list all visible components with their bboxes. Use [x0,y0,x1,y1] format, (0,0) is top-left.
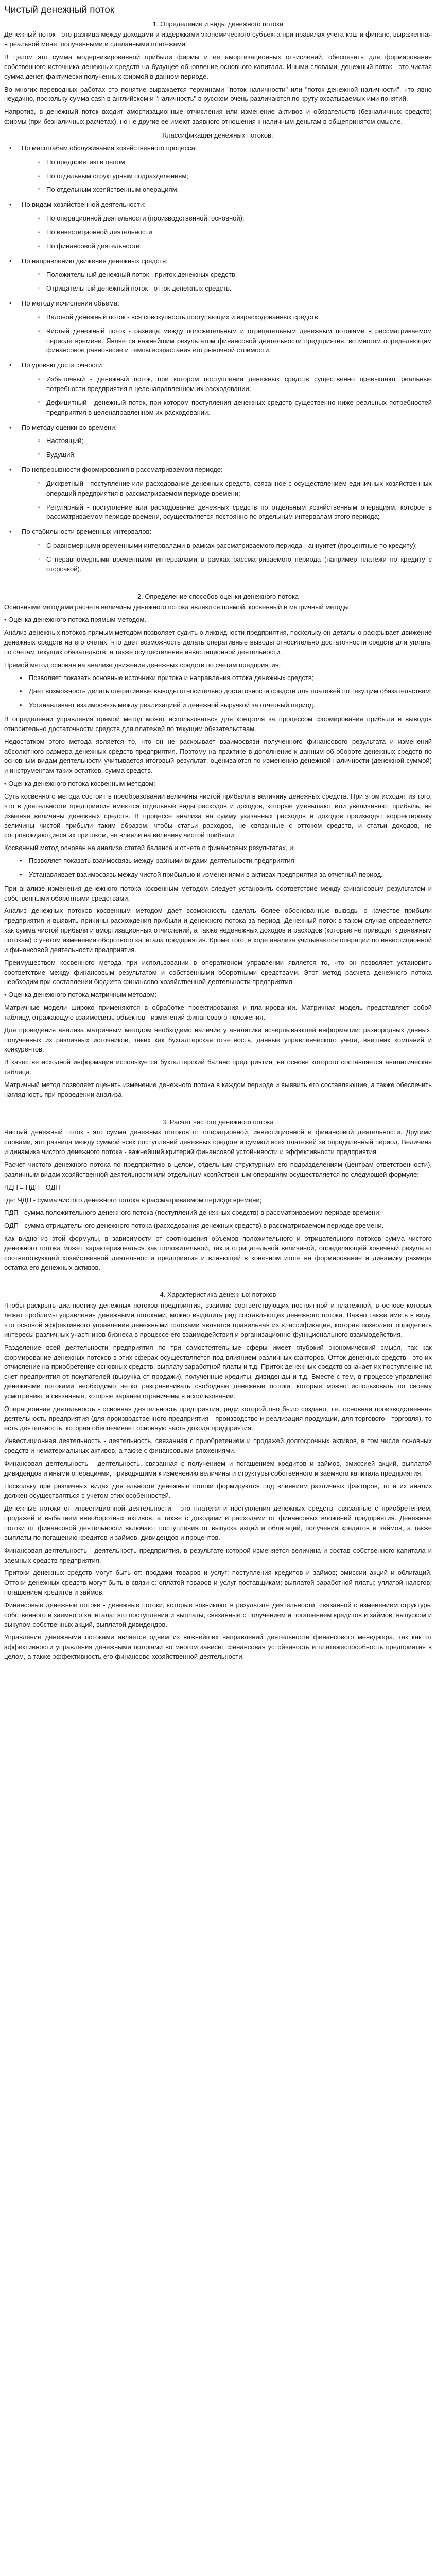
paragraph: Разделение всей деятельности предприятия по три самостоятельные сферы имеет глубокий экономический смысл, так как формирование денежных потоков в этих сферах осуществляется под влиянием различных факторов. Отток денежных средств - это их отчисление на приобретение основных средств, выплату заработной платы и т.д. Приток денежных средств означает их поступление на счет предприятия от покупателей (выручка от продажи), полученные кредиты, дивиденды и т.д. Вместе с тем, в процессе управления денежными потоками необходимо четко разграничивать свободные денежные потоки, которые можно использовать по своему усмотрению, и связанные, которые заранее ограничены в использовании. [4,1343,432,1400]
formula: ЧДП = ПДП - ОДП [4,1183,60,1191]
classification-list [4,144,432,574]
paragraph: Управление денежными потоками является одним из важнейших направлений деятельности финансового менеджера, так как от эффективности управления денежными потоками во многом зависит финансовая устойчивость и платежеспособность предприятия в целом, а также эффективность его финансово-хозяйственной деятельности. [4,1633,432,1661]
paragraph: В качестве исходной информации используется бухгалтерский баланс предприятия, на основе которого составляется аналитическая таблица. [4,1058,432,1076]
sub-list [22,479,432,522]
paragraph: Для проведения анализа матричным методом необходимо наличие у аналитика исчерпывающей информации: разнородных данных, полученных из различных источников, таких как бухгалтерская отчетность, данные управленческого учета, внешних компаний и конкурентов. [4,1026,432,1054]
paragraph: Анализ денежных потоков косвенным методом дает возможность сделать более обоснованные выводы о качестве прибыли предприятия и выявить причины расхождения прибыли и денежного потока за период. Денежный поток в таком случае определяется как сумма чистой прибыли и амортизационных отчислений, а также неденежных доходов и расходов (которые не приводят к денежным потокам) с учетом изменения оборотного капитала предприятия. Кроме того, в ходе анализа учитываются операции по инвестиционной и финансовой деятельности предприятия. [4,907,432,954]
list-item: ○ По инвестиционной деятельности; [37,228,432,238]
paragraph: • Оценка денежного потока косвенным методом: [4,779,155,788]
list-item: • Устанавливает взаимосвязь между реализацией и денежной выручкой за отчетный период. [20,701,432,710]
classification-group [9,299,432,355]
paragraph: Косвенный метод основан на анализе статей баланса и отчета о финансовых результатах, и: [4,844,295,852]
group-label: По видам хозяйственной деятельности: [22,200,146,209]
paragraph: Недостатком этого метода является то, что он не раскрывает взаимосвязи полученного финансового результата и изменений абсолютного размера денежных средств предприятия. Поэтому на практике в дополнение к данным об обороте денежных средств по основным видам деятельности учитывается итоговый результат: оцениваются по изменению денежной наличности (денежной суммой) и инструментам таких остатков, сумма средств. [4,737,432,775]
paragraph: Инвестиционная деятельность - деятельность, связанная с приобретением и продажей долгосрочных активов, в том числе основных средств и нематериальных активов, а также с финансовыми вложениями. [4,1437,432,1455]
group-label: По методу оценки во времени: [22,423,117,431]
paragraph: Как видно из этой формулы, в зависимости от соотношения объемов положительного и отрицательного потоков сумма чистого денежного потока может характеризоваться как положительной, так и отрицательной величиной, определяющей конечный результат соответствующей хозяйственной деятельности предприятия и влияющей в конечном итоге на формирование и динамику размера остатка его денежных активов. [4,1234,432,1272]
classification-heading: Классификация денежных потоков: [163,131,273,139]
group-label: По масштабам обслуживания хозяйственного процесса: [22,144,197,152]
list-item: • Позволяет показать взаимосвязь между разными видами деятельности предприятия; [20,856,432,866]
section-heading: 1. Определение и виды денежного потока [152,20,284,28]
sub-list [22,375,432,417]
sub-list [22,313,432,355]
paragraph: В целом это сумма модернизированной прибыли фирмы и ее амортизационных отчислений, обеспечить для формирования собственного источника денежных средств на будущее обновление основного капитала. Иными словами, денежный поток - это чистая сумма денег, фактически полученных фирмой в данном периоде. [4,53,432,80]
paragraph: ОДП - сумма отрицательного денежного потока (расходования денежных средств) в рассматриваемом периоде времени. [4,1222,384,1230]
section-heading: 2. Определение способов оценки денежного потока [137,592,299,600]
list-item: ○ По финансовой деятельности. [37,242,432,251]
paragraph: Денежный поток - это разница между доходами и издержками экономического субъекта при правилах учета кэш и финанс, выраженная в реальной мене, полученными и сделанными платежами. [4,30,432,48]
group-label: По направлению движения денежных средств: [22,257,168,265]
list-item: ○ С равномерными временными интервалами в рамках рассматриваемого периода - аннуитет (процентные по кредиту); [37,541,432,551]
bullet-list [4,673,432,711]
section-heading: 4. Характеристика денежных потоков [160,1291,276,1299]
paragraph: • Оценка денежного потока матричным методом: [4,991,157,999]
paragraph: • Оценка денежного потока прямым методом. [4,616,146,624]
classification-group [9,361,432,417]
paragraph: Матричные модели широко применяются в обработке проектирования и планировании. Матричная модель представляет собой таблицу, отражающую взаимосвязь объектов - изменений финансового положения. [4,1004,432,1021]
list-item: • Позволяет показать основные источники притока и направления оттока денежных средств; [20,673,432,683]
paragraph: Основными методами расчета величины денежного потока являются прямой, косвенный и матричный методы. [4,603,351,611]
list-item: ○ Настоящий; [37,436,432,446]
sub-list [22,436,432,460]
sub-list [22,541,432,574]
paragraph: Прямой метод основан на анализе движения денежных средств по счетам предприятия: [4,660,281,669]
list-item: ○ Отрицательный денежный поток - отток денежных средств. [37,284,432,294]
classification-group [9,144,432,195]
list-item: ○ По операционной деятельности (производственной, основной); [37,214,432,224]
list-item: • Дает возможность делать оперативные выводы относительно достаточности средств для платежей по текущим обязательствам; [20,687,432,697]
list-item: ○ Будущий. [37,450,432,460]
paragraph: Финансовая деятельность - деятельность предприятия, в результате которой изменяется величина и состав собственного капитала и заемных средств предприятия. [4,1546,432,1564]
group-label: По методу исчисления объема: [22,299,119,308]
paragraph: В определении управления прямой метод может использоваться для контроля за процессом формирования прибыли и выводов относительно достаточности средств для платежей по текущим обязательствам. [4,715,432,733]
list-item: ○ Избыточный - денежный поток, при котором поступления денежных средств существенно превышают реальные потребности предприятия в целенаправленном их расходовании; [37,375,432,394]
paragraph: Суть косвенного метода состоит в преобразовании величины чистой прибыли в величину денежных средств. При этом исходят из того, что в деятельности предприятия имеются отдельные виды расходов и доходов, которые уменьшают или увеличивают прибыль, не изменяя величины денежных средств. В процессе анализа на сумму указанных расходов и доходов производят корректировку величины чистой прибыли таким образом, чтобы статьи расходов, не связанные с оттоком средств, и статьи доходов, не сопровождающиеся их притоком, не влияли на величину чистой прибыли. [4,792,432,839]
paragraph: Денежные потоки от инвестиционной деятельности - это платежи и поступления денежных средств, связанные с приобретением, продажей и выбытием внеоборотных активов, а также с доходами и расходами от финансовых вложений предприятия. Денежные потоки от финансовой деятельности включают поступления от выпуска акций и облигаций, получения кредитов и займов, а также выплаты по погашению кредитов и займов, дивидендов и процентов. [4,1504,432,1541]
list-item: ○ С неравномерными временными интервалами в рамках рассматриваемого периода (например платежи по кредиту с отсрочкой). [37,555,432,574]
paragraph: Напротив, в денежный поток входит амортизационные отчисления или изменение активов и обязательств (безналичных средств) фирмы (при безналичных расчетах), но не другие ее имеют заявного отношения к наличным деньгам в общепринятом смысле. [4,108,432,126]
paragraph: где: ЧДП - сумма чистого денежного потока в рассматриваемом периоде времени; [4,1196,262,1204]
classification-group [9,200,432,251]
paragraph: Финансовые денежные потоки - денежные потоки, которые возникают в результате деятельности, связанной с изменением структуры собственного и заемного капитала; это поступления и выплаты, связанные с получением и погашением кредитов и займов, выпуском и выкупом собственных акций, выплатой дивидендов. [4,1601,432,1629]
classification-group [9,465,432,522]
list-item: ○ Положительный денежный поток - приток денежных средств; [37,270,432,280]
bullet-list [4,856,432,880]
paragraph: Притоки денежных средств могут быть от: продажи товаров и услуг; поступления кредитов и займов; эмиссии акций и облигаций. Оттоки денежных средств могут быть в связи с: оплатой товаров и услуг поставщикам; выплатой заработной платы; уплатой налогов; погашением кредитов и займов. [4,1569,432,1597]
list-item: ○ Дефицитный - денежный поток, при котором поступления денежных средств существенно ниже реальных потребностей предприятия в целенаправленном их расходовании. [37,398,432,418]
paragraph: ПДП - сумма положительного денежного потока (поступлений денежных средств) в рассматриваемом периоде времени; [4,1209,381,1217]
paragraph: Матричный метод позволяет оценить изменение денежного потока в каждом периоде и выявить его составляющие, а также обеспечить наглядность при проведении анализа. [4,1080,432,1098]
section-heading: 3. Расчёт чистого денежного потока [162,1117,274,1126]
group-label: По непрерывности формирования в рассматриваемом периоде: [22,466,223,474]
sub-list [22,270,432,294]
paragraph: При анализе изменения денежного потока косвенным методом следует установить соответствие между финансовым результатом и собственными оборотными средствами. [4,884,432,902]
paragraph: Поскольку при различных видах деятельности денежные потоки формируются под влиянием различных факторов, то и их анализ должен осуществляться с учетом этих особенностей. [4,1482,432,1500]
paragraph: Чистый денежный поток - это сумма денежных потоков от операционной, инвестиционной и финансовой деятельности. Другими словами, это разница между суммой всех поступлений денежных средств и суммой всех платежей за определенный период. Величина и динамика чистого денежного потока - важнейший критерий финансовой устойчивости и эффективности предприятия. [4,1128,432,1156]
page-title: Чистый денежный поток [4,5,115,15]
paragraph: Чтобы раскрыть диагностику денежных потоков предприятия, взаимно соответствующих постоянной и платежной, в основе которых лежат проблемы управления денежными потоками, можно выделить ряд составляющих денежного потока. Важно также иметь в виду, что основой эффективного управления денежными потоками является правильная их классификация, которая позволяет определить интересы различных участников бизнеса в процессе его взаимодействия и организационно-функционального взаимодействия. [4,1301,432,1338]
list-item: • Устанавливает взаимосвязь между чистой прибылью и изменениями в активах предприятия за отчетный период. [20,870,432,880]
list-item: ○ Регулярный - поступление или расходование денежных средств по отдельным хозяйственным операциям, которое в рассматриваемом периоде времени, осуществляется постоянно по отдельным интервалам этого периода; [37,503,432,522]
paragraph: Анализ денежных потоков прямым методом позволяет судить о ликвидности предприятия, поскольку он детально раскрывает движение денежных средств на его счетах, что дает возможность делать оперативные выводы относительно достаточности средств для уплаты по счетам текущих обязательств, а также осуществления инвестиционной деятельности. [4,629,432,656]
list-item: ○ Валовой денежный поток - вся совокупность поступающих и израсходованных средств; [37,313,432,323]
paragraph: Во многих переводных работах это понятие выражается терминами "поток наличности" или "поток денежной наличности", что явно неудачно, поскольку сумма cash в английском и "наличность" в русском очень различаются по круту охватываемых ими понятий. [4,85,432,103]
classification-group [9,423,432,461]
list-item: ○ По отдельным хозяйственным операциям. [37,185,432,195]
group-label: По стабильности временных интервалов: [22,528,152,536]
paragraph: Операционная деятельность - основная деятельность предприятия, ради которой оно было создано, т.е. основная производственная деятельность предприятия (для производственного предприятия - производство и реализация продукции, для торгового - торговля), то есть деятельность, которая обеспечивает основную часть дохода предприятия. [4,1404,432,1432]
list-item: ○ По предприятию в целом; [37,158,432,167]
group-label: По уровню достаточности: [22,361,104,369]
classification-group [9,527,432,574]
list-item: ○ Чистый денежный поток - разница между положительным и отрицательным денежным потоками в рассматриваемом периоде времени. Является важнейшим результатом финансовой деятельности предприятия, во многом определяющим финансовое равновесие и темпы возрастания его рыночной стоимости. [37,327,432,356]
paragraph: Финансовая деятельность - деятельность, связанная с получением и погашением кредитов и займов, эмиссией акций, выплатой дивидендов и иными операциями, приводящими к изменению величины и структуры собственного и заемного капитала предприятия. [4,1459,432,1477]
paragraph: Преимуществом косвенного метода при использовании в оперативном управлении является то, что он позволяет установить соответствие между финансовым результатом и собственными оборотными средствами. Этот метод расчета денежного потока необходим при составлении бюджета финансово-хозяйственной деятельности предприятия. [4,958,432,986]
sub-list [22,158,432,195]
sub-list [22,214,432,251]
list-item: ○ По отдельным структурным подразделениям; [37,172,432,181]
classification-group [9,257,432,294]
list-item: ○ Дискретный - поступление или расходование денежных средств, связанное с осуществлением единичных хозяйственных операций предприятия в рассматриваемом периоде времени; [37,479,432,499]
paragraph: Расчет чистого денежного потока по предприятию в целом, отдельным структурным его подразделениям (центрам ответственности), различным видам хозяйственной деятельности или отдельным хозяйственным операциям осуществляется по следующей формуле: [4,1161,432,1178]
